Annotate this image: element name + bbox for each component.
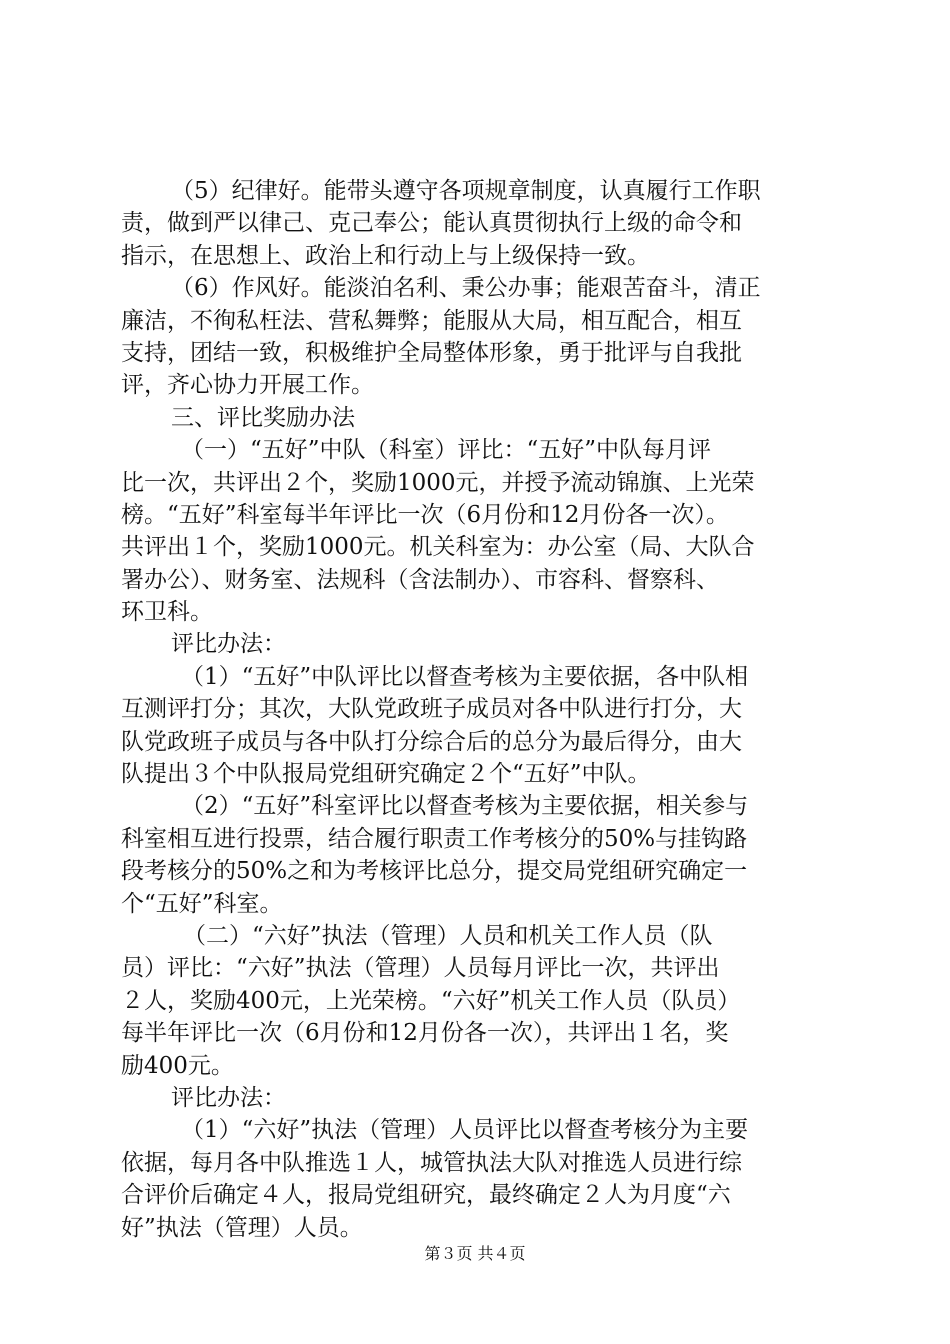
paragraph-line: 合评价后确定４人，报局党组研究，最终确定２人为月度“六 — [121, 1182, 731, 1209]
paragraph-line: 榜。“五好”科室每半年评比一次（6月份和12月份各一次）。 — [121, 501, 729, 528]
paragraph-line: 指示，在思想上、政治上和行动上与上级保持一致。 — [121, 242, 650, 269]
page-number-footer: 第３页 共４页 — [424, 1244, 526, 1263]
document-body — [121, 175, 833, 1244]
paragraph-line: （1）“五好”中队评比以督查考核为主要依据，各中队相 — [181, 663, 749, 690]
paragraph-line: 个“五好”科室。 — [121, 890, 283, 917]
paragraph-line: （1）“六好”执法（管理）人员评比以督查考核分为主要 — [181, 1117, 749, 1144]
paragraph-line: 励400元。 — [121, 1052, 234, 1079]
paragraph-line: 员）评比：“六好”执法（管理）人员每月评比一次，共评出 — [121, 955, 720, 982]
paragraph-line: 比一次，共评出２个，奖励1000元，并授予流动锦旗、上光荣 — [121, 469, 755, 496]
paragraph-line: 支持，团结一致，积极维护全局整体形象，勇于批评与自我批 — [121, 339, 742, 366]
subheading-line: 评比办法： — [171, 1084, 286, 1111]
paragraph-line: 段考核分的50%之和为考核评比总分，提交局党组研究确定一 — [121, 858, 748, 885]
subheading-line: 评比办法： — [171, 631, 286, 658]
paragraph-line: （一）“五好”中队（科室）评比：“五好”中队每月评 — [181, 437, 712, 464]
paragraph-line: （5）纪律好。能带头遵守各项规章制度，认真履行工作职 — [171, 178, 761, 204]
paragraph-line: 科室相互进行投票，结合履行职责工作考核分的50%与挂钩路 — [121, 825, 748, 852]
paragraph-line: ２人，奖励400元，上光荣榜。“六好”机关工作人员（队员） — [121, 987, 741, 1014]
paragraph-line: 好”执法（管理）人员。 — [121, 1214, 363, 1241]
paragraph-line: 环卫科。 — [121, 599, 213, 626]
paragraph-line: （6）作风好。能淡泊名利、秉公办事；能艰苦奋斗，清正 — [171, 275, 761, 302]
paragraph-line: 署办公）、财务室、法规科（含法制办）、市容科、督察科、 — [121, 566, 719, 593]
paragraph-line: 队党政班子成员与各中队打分综合后的总分为最后得分，由大 — [121, 728, 742, 755]
paragraph-line: 依据，每月各中队推选１人，城管执法大队对推选人员进行综 — [121, 1149, 742, 1176]
paragraph-line: 每半年评比一次（6月份和12月份各一次），共评出１名，奖 — [121, 1020, 729, 1047]
paragraph-line: 评，齐心协力开展工作。 — [121, 372, 374, 399]
paragraph-line: 共评出１个，奖励1000元。机关科室为：办公室（局、大队合 — [121, 534, 755, 561]
paragraph-line: （二）“六好”执法（管理）人员和机关工作人员（队 — [183, 922, 713, 949]
paragraph-line: 互测评打分；其次，大队党政班子成员对各中队进行打分，大 — [121, 696, 742, 723]
section-heading: 三、评比奖励办法 — [171, 404, 355, 431]
paragraph-line: （2）“五好”科室评比以督查考核为主要依据，相关参与 — [181, 793, 749, 820]
paragraph-line: 责，做到严以律己、克己奉公；能认真贯彻执行上级的命令和 — [121, 210, 742, 237]
paragraph-line: 廉洁，不徇私枉法、营私舞弊；能服从大局，相互配合，相互 — [121, 307, 742, 334]
paragraph-line: 队提出３个中队报局党组研究确定２个“五好”中队。 — [121, 761, 651, 788]
